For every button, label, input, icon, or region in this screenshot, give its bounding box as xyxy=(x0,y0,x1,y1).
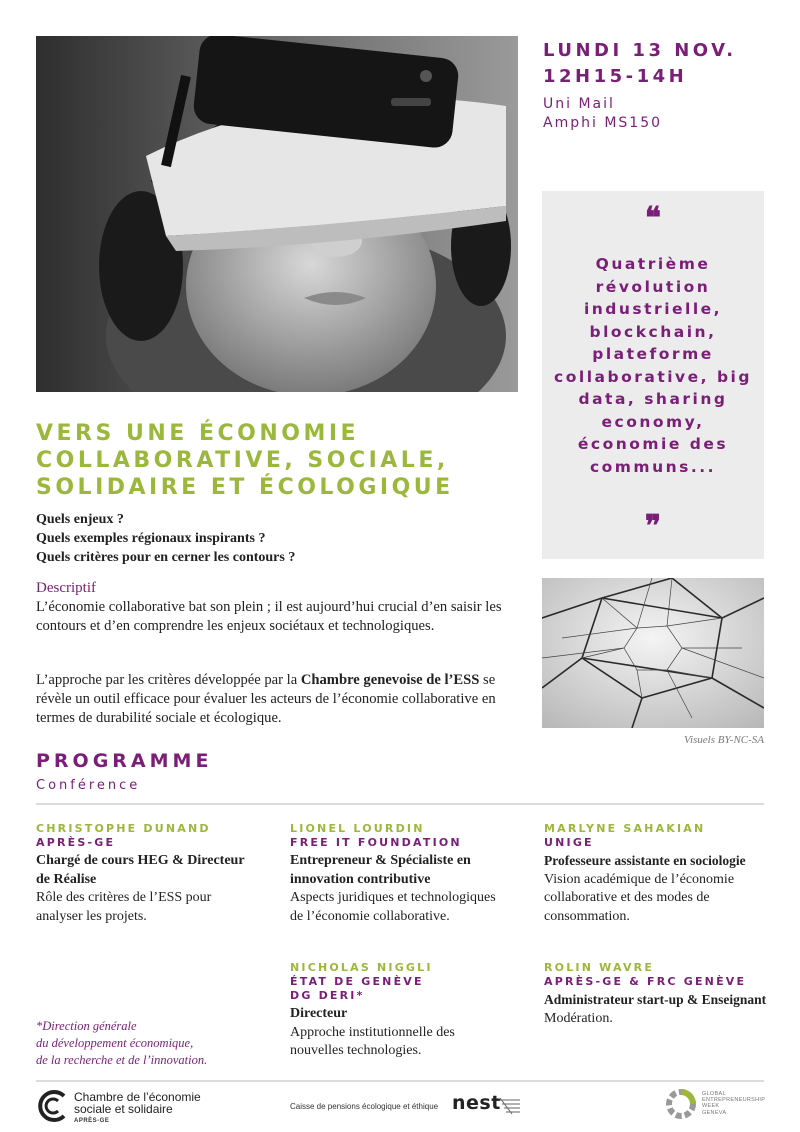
speaker-affiliation: UNIGE xyxy=(544,836,594,849)
speaker-description: Vision académique de l’économie collaborative et des modes de consommation. xyxy=(544,871,735,924)
speaker-description: Aspects juridiques et technologiques de l’économie collaborative. xyxy=(290,890,496,924)
speaker-name: CHRISTOPHE DUNAND xyxy=(36,822,211,835)
question-item: Quels critères pour en cerner les contours ? xyxy=(36,550,296,565)
speaker-card xyxy=(290,961,500,1061)
chambre-ess-name-line: Chambre de l’économie xyxy=(74,1090,201,1104)
speaker-role: Entrepreneur & Spécialiste en innovation contributive xyxy=(290,853,471,887)
descriptif-paragraph-2 xyxy=(36,671,526,728)
speaker-name: ROLIN WAVRE xyxy=(544,961,655,974)
chambre-ess-name-line: sociale et solidaire xyxy=(74,1102,173,1116)
paragraph-text: se révèle un outil efficace pour évaluer les acteurs de l’économie collaborative en termes de durabilité sociale et écologique. xyxy=(36,672,496,726)
geometric-structure-photo-icon xyxy=(542,578,764,728)
speaker-description: Rôle des critères de l’ESS pour analyser les projets. xyxy=(36,890,212,924)
programme-subheading: Conférence xyxy=(36,778,141,793)
chambre-ess-logo-icon xyxy=(36,1090,70,1122)
event-date xyxy=(543,38,737,90)
speaker-role: Directeur xyxy=(290,1006,348,1021)
title-line-2: COLLABORATIVE, SOCIALE, xyxy=(36,448,449,473)
paragraph-text: L’approche par les critères développée par la xyxy=(36,672,301,688)
divider xyxy=(36,1080,764,1082)
speaker-affiliation: APRÈS-GE xyxy=(36,836,116,849)
nest-logo xyxy=(290,1094,540,1120)
speaker-name: MARLYNE SAHAKIAN xyxy=(544,822,706,835)
speaker-role: Administrateur start-up & Enseignant xyxy=(544,992,767,1007)
vr-headset-photo-icon xyxy=(36,36,518,392)
speaker-affiliation: FREE IT FOUNDATION xyxy=(290,836,462,849)
speaker-card xyxy=(36,822,246,926)
chambre-ess-logo xyxy=(36,1088,236,1126)
gew-logo-icon xyxy=(664,1087,698,1121)
speaker-card xyxy=(544,961,769,1028)
gew-logo xyxy=(664,1085,769,1125)
visuals-credit: Visuels BY-NC-SA xyxy=(684,734,764,746)
chambre-ess-name xyxy=(74,1091,201,1115)
descriptif-label: Descriptif xyxy=(36,580,96,596)
speaker-role: Chargé de cours HEG & Directeur de Réalise xyxy=(36,853,245,887)
venue-room: Amphi MS150 xyxy=(543,115,663,131)
gew-text-line: GENEVA xyxy=(702,1109,727,1116)
question-item: Quels enjeux ? xyxy=(36,512,124,527)
speaker-affiliation: APRÈS-GE & FRC GENÈVE xyxy=(544,975,747,988)
question-item: Quels exemples régionaux inspirants ? xyxy=(36,531,266,546)
divider xyxy=(36,803,764,805)
speaker-description: Modération. xyxy=(544,1010,613,1026)
key-questions xyxy=(36,510,295,567)
gew-text-line: GLOBAL xyxy=(702,1091,726,1097)
speaker-description: Approche institutionnelle des nouvelles technologies. xyxy=(290,1024,455,1058)
title-line-1: VERS UNE ÉCONOMIE xyxy=(36,421,360,446)
footnote xyxy=(36,1018,207,1069)
gew-text xyxy=(702,1091,765,1116)
chambre-ess-highlight: Chambre genevoise de l’ESS xyxy=(300,672,480,688)
chambre-ess-subtitle: APRÈS-GE xyxy=(74,1118,110,1124)
close-quote-icon: ❞ xyxy=(644,509,662,544)
gew-text-line: ENTREPRENEURSHIP xyxy=(702,1097,766,1104)
title-line-3: SOLIDAIRE ET ÉCOLOGIQUE xyxy=(36,475,454,500)
venue-building: Uni Mail xyxy=(543,96,615,112)
footnote-line: du développement économique, xyxy=(36,1036,194,1050)
event-venue xyxy=(543,95,662,133)
event-date-line: LUNDI 13 NOV. xyxy=(543,40,737,61)
programme-heading: PROGRAMME xyxy=(36,750,213,772)
nest-logo-icon xyxy=(500,1096,522,1116)
quote-box xyxy=(542,191,764,559)
speaker-name: LIONEL LOURDIN xyxy=(290,822,425,835)
event-time-line: 12H15-14H xyxy=(543,66,688,87)
nest-caption: Caisse de pensions écologique et éthique xyxy=(290,1102,439,1111)
speaker-affiliation: ÉTAT DE GENÈVE xyxy=(290,975,424,988)
structure-photo xyxy=(542,578,764,728)
nest-wordmark: nest xyxy=(452,1092,501,1114)
speaker-card xyxy=(544,822,769,926)
footnote-line: *Direction générale xyxy=(36,1019,137,1033)
open-quote-icon: ❝ xyxy=(644,201,662,236)
page-title xyxy=(36,420,526,501)
gew-text-line: WEEK xyxy=(702,1103,720,1110)
speaker-role: Professeure assistante en sociologie xyxy=(544,853,746,868)
descriptif-paragraph-1: L’économie collaborative bat son plein ; il est aujourd’hui crucial d’en saisir les contours et d’en comprendre les enjeux sociétaux et technologiques. xyxy=(36,599,502,634)
speaker-affiliation-2: DG DERI* xyxy=(290,989,365,1002)
speaker-card xyxy=(290,822,500,926)
hero-photo xyxy=(36,36,518,392)
quote-text: Quatrième révolution industrielle, blockchain, plateforme collaborative, big data, sharing economy, économie des communs... xyxy=(554,255,752,476)
footnote-line: de la recherche et de l’innovation. xyxy=(36,1053,208,1067)
speaker-name: NICHOLAS NIGGLI xyxy=(290,961,433,974)
